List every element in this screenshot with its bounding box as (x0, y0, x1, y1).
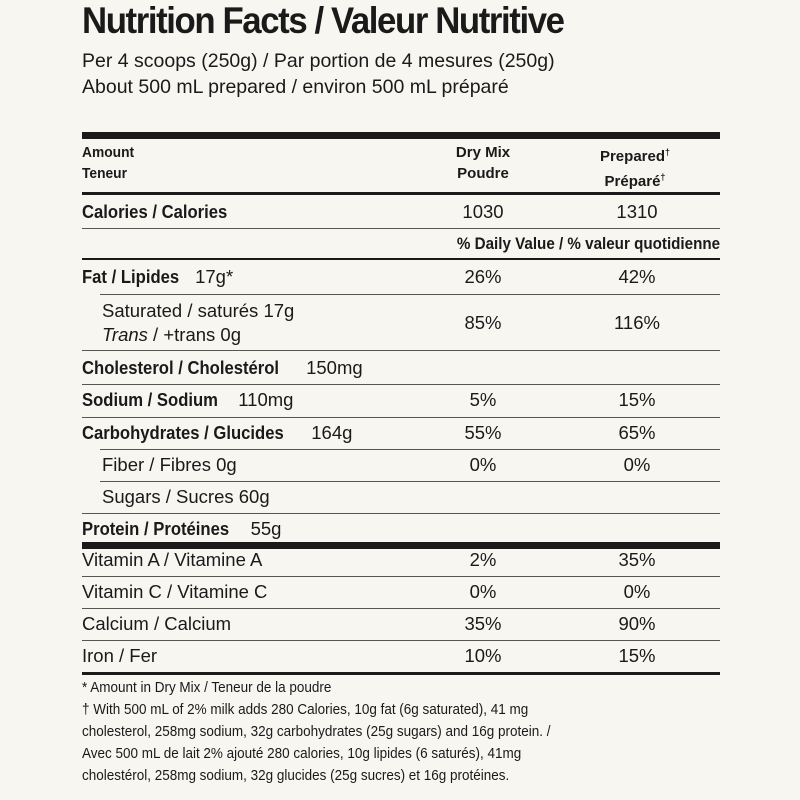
nutrient-row: Fat / Lipides 17g* (82, 266, 234, 287)
vitamin-a-dry: 2% (469, 549, 497, 570)
saturated-label: Saturated / saturés 17g (102, 300, 295, 321)
divider (82, 350, 720, 351)
vitamin-c-dry: 0% (469, 581, 497, 602)
divider (100, 449, 720, 450)
sodium-label: Sodium / Sodium 110mg (82, 389, 294, 410)
carbohydrates-dry: 55% (464, 422, 502, 443)
saturated-dry: 85% (464, 312, 502, 333)
panel-title: Nutrition Facts / Valeur Nutritive (82, 0, 564, 41)
divider (82, 384, 720, 385)
footnote-dagger-line: cholesterol, 258mg sodium, 32g carbohydrates (25g sugars) and 16g protein. / (82, 724, 551, 740)
divider (82, 608, 720, 609)
calcium-prepared: 90% (618, 613, 656, 634)
fat-dry: 26% (464, 266, 502, 287)
vitamin-a-prepared: 35% (618, 549, 656, 570)
trans-label: Trans / +trans 0g (102, 324, 241, 345)
header-rule (82, 192, 720, 195)
vitamin-c-label: Vitamin C / Vitamine C (82, 581, 268, 602)
daily-value-heading: % Daily Value / % valeur quotidienne (456, 235, 720, 253)
sugars-label: Sugars / Sucres 60g (102, 486, 270, 507)
calories-dry: 1030 (462, 201, 504, 222)
serving-size: Per 4 scoops (250g) / Par portion de 4 mesures (250g) (82, 50, 555, 72)
fiber-prepared: 0% (623, 454, 651, 475)
thick-rule (82, 132, 720, 139)
footnote-dagger-line: cholestérol, 258mg sodium, 32g glucides (25g sucres) et 16g protéines. (82, 768, 510, 784)
iron-dry: 10% (464, 645, 502, 666)
fiber-label: Fiber / Fibres 0g (102, 454, 237, 475)
divider (82, 576, 720, 577)
calcium-label: Calcium / Calcium (82, 613, 232, 634)
serving-prepared: About 500 mL prepared / environ 500 mL préparé (82, 76, 509, 98)
divider (82, 417, 720, 418)
calories-label: Calories / Calories (82, 201, 228, 222)
amount-header-fr: Teneur (82, 165, 127, 182)
prepared-header: Prepared† Préparé† (599, 147, 671, 190)
fiber-dry: 0% (469, 454, 497, 475)
vitamin-a-label: Vitamin A / Vitamine A (82, 549, 263, 570)
calcium-dry: 35% (464, 613, 502, 634)
sodium-prepared: 15% (618, 389, 656, 410)
cholesterol-label: Cholesterol / Cholestérol 150mg (82, 357, 363, 378)
divider (82, 513, 720, 514)
thick-rule (82, 542, 720, 549)
dv-rule (82, 258, 720, 260)
footnote-dagger: † With 500 mL of 2% milk adds 280 Calories, 10g fat (6g saturated), 41 mg (82, 702, 529, 718)
fat-prepared: 42% (618, 266, 656, 287)
dry-mix-header: Dry Mix Poudre (455, 144, 511, 182)
carbohydrates-label: Carbohydrates / Glucides 164g (82, 422, 353, 443)
divider (100, 481, 720, 482)
saturated-prepared: 116% (614, 312, 660, 333)
protein-label: Protein / Protéines 55g (82, 518, 282, 539)
bottom-rule (82, 672, 720, 675)
iron-label: Iron / Fer (82, 645, 158, 666)
footnote-dagger-line: Avec 500 mL de lait 2% ajouté 280 calories, 10g lipides (6 saturés), 41mg (82, 746, 522, 762)
carbohydrates-prepared: 65% (618, 422, 656, 443)
vitamin-c-prepared: 0% (623, 581, 651, 602)
divider (82, 228, 720, 229)
iron-prepared: 15% (618, 645, 656, 666)
divider (82, 640, 720, 641)
amount-header: Amount (82, 144, 135, 161)
divider (100, 294, 720, 295)
footnote-asterisk: * Amount in Dry Mix / Teneur de la poudre (82, 680, 332, 696)
sodium-dry: 5% (469, 389, 497, 410)
calories-prepared: 1310 (616, 201, 658, 222)
